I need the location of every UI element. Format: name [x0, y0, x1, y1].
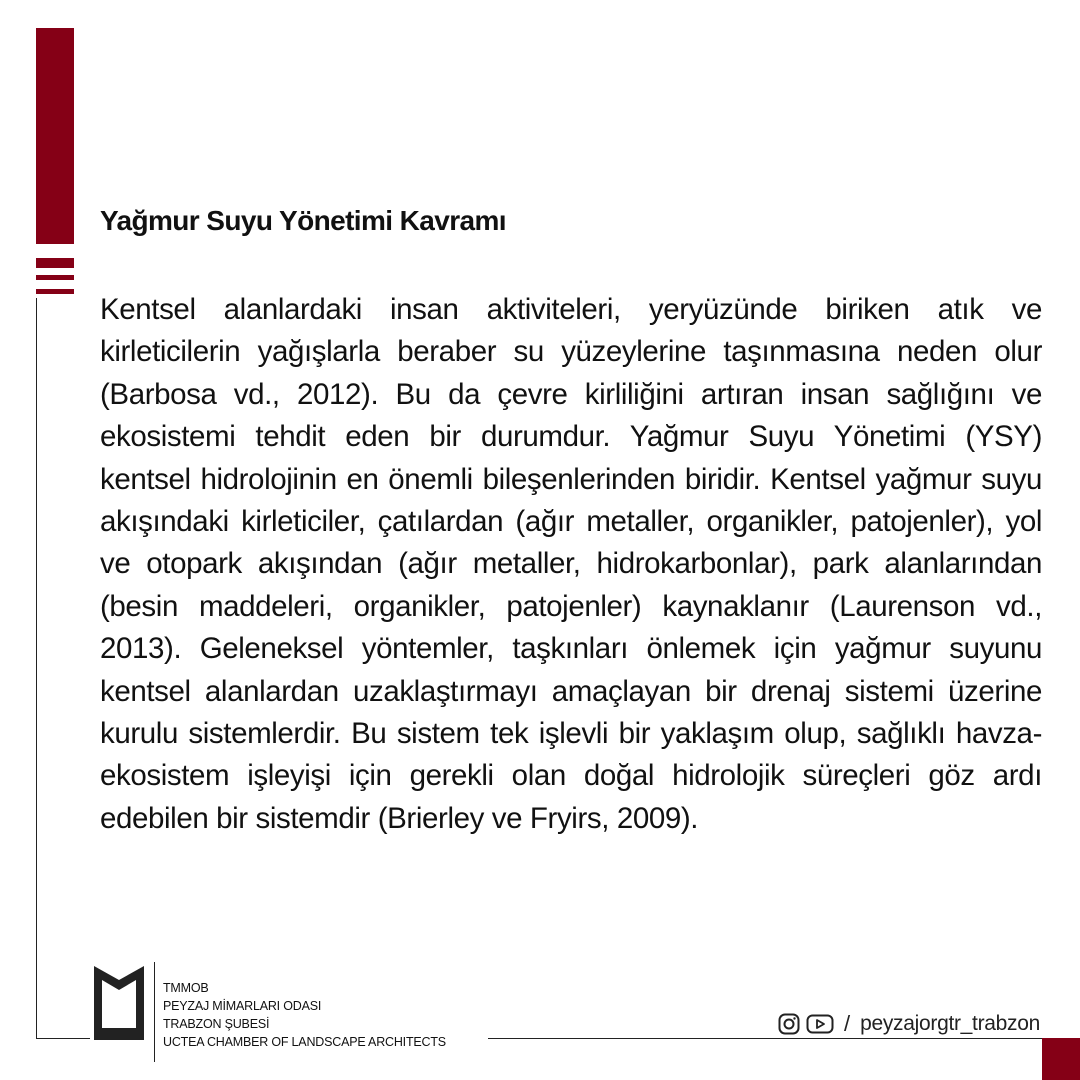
decorative-stripe [36, 258, 74, 268]
instagram-icon[interactable] [778, 1013, 800, 1035]
frame-line-horizontal [488, 1038, 1042, 1039]
social-separator: / [843, 1011, 851, 1036]
decorative-stripe [36, 275, 74, 280]
decorative-bar-top [36, 28, 74, 244]
frame-line-vertical [36, 298, 37, 1038]
decorative-stripe [36, 289, 74, 294]
logo-divider [154, 962, 155, 1062]
page-title: Yağmur Suyu Yönetimi Kavramı [100, 205, 506, 236]
chamber-logo-icon [94, 966, 144, 1040]
youtube-icon[interactable] [806, 1013, 834, 1035]
org-line-chamber: PEYZAJ MİMARLARI ODASI [163, 999, 322, 1013]
org-line-english: UCTEA CHAMBER OF LANDSCAPE ARCHITECTS [163, 1035, 446, 1049]
social-block [778, 1011, 1040, 1037]
org-line-branch: TRABZON ŞUBESİ [163, 1017, 270, 1031]
decorative-corner-square [1042, 1038, 1080, 1080]
frame-line-horizontal [36, 1038, 90, 1039]
body-paragraph: Kentsel alanlardaki insan aktiviteleri, yeryüzünde biriken atık ve kirleticilerin yağışlarla beraber su yüzeylerine taşınmasına neden olur (Barbosa vd., 2012). Bu da çevre kirliliğini artıran insan sağlığını ve ekosistemi tehdit eden bir durumdur. Yağmur Suyu Yönetimi (YSY) kentsel hidrolojinin en önemli bileşenlerinden biridir. Kentsel yağmur suyu akışındaki kirleticiler, çatılardan (ağır metaller, organikler, patojenler), yol ve otopark akışından (ağır metaller, hidrokarbonlar), park alanlarından (besin maddeleri, organikler, patojenler) kaynaklanır (Laurenson vd., 2013). Geleneksel yöntemler, taşkınları önlemek için yağmur suyunu kentsel alanlardan uzaklaştırmayı amaçlayan bir drenaj sistemi üzerine kurulu sistemlerdir. Bu sistem tek işlevli bir yaklaşım olup, sağlıklı havza-ekosistem işleyişi için gerekli olan doğal hidrolojik süreçleri göz ardı edebilen bir sistemdir (Brierley ve Fryirs, 2009). [100, 293, 1042, 835]
org-line-tmmob: TMMOB [163, 981, 209, 995]
organization-block [163, 979, 446, 1051]
social-handle[interactable]: peyzajorgtr_trabzon [860, 1012, 1040, 1035]
